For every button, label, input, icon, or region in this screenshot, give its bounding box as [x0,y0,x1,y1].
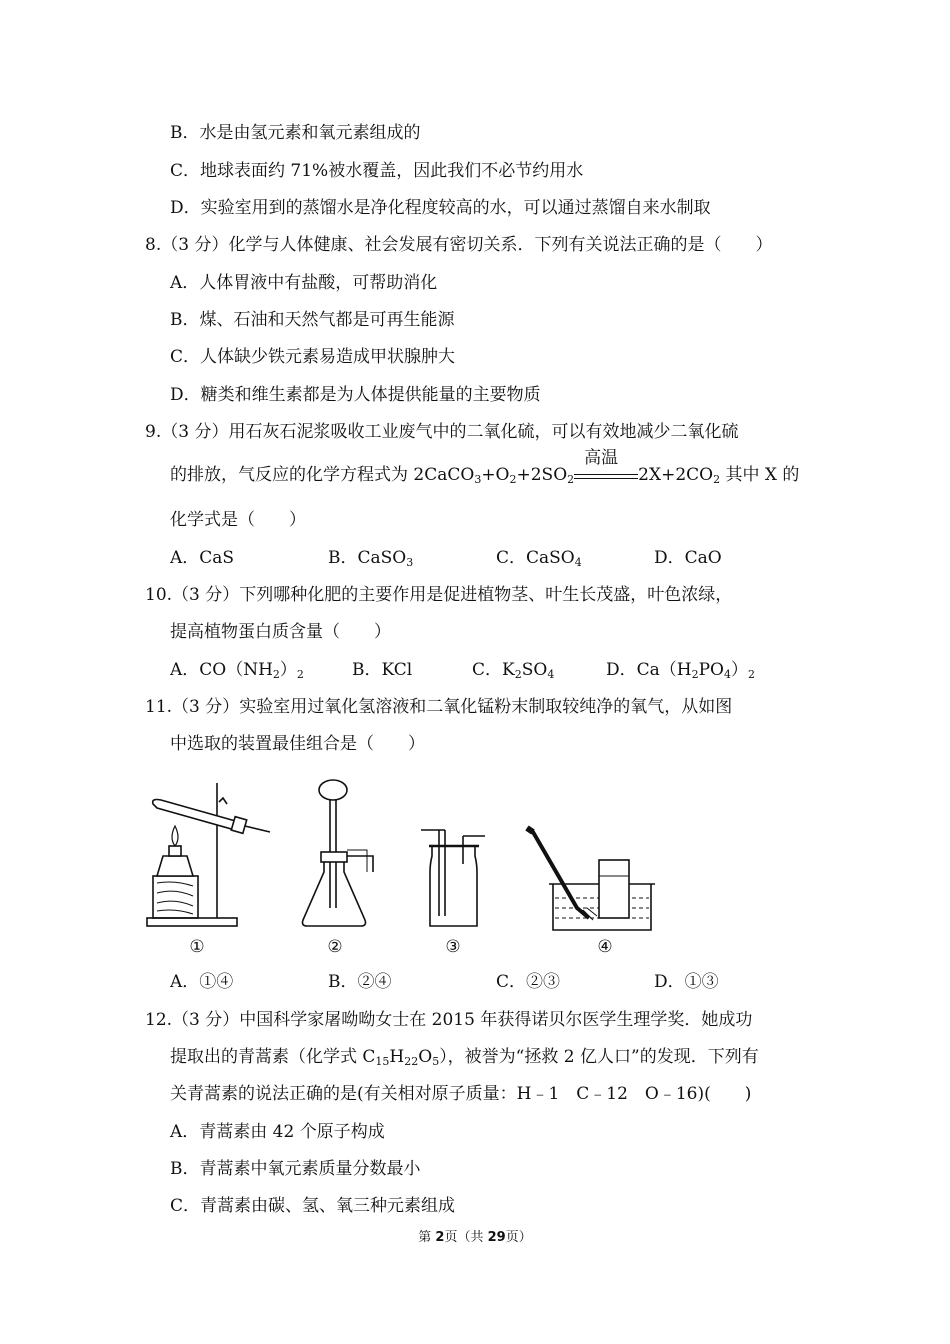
apparatus-label-2: ② [327,937,343,957]
q9-eq-text4: 2X+2CO [638,465,714,485]
q10-option-b: B．KCl [352,660,413,680]
q8-option-b: B．煤、石油和天然气都是可再生能源 [170,310,455,330]
q12-stem-line3: 关青蒿素的说法正确的是(有关相对原子质量：H﹣1 C﹣12 O﹣16)( ) [170,1084,752,1104]
q7-option-d: D．实验室用到的蒸馏水是净化程度较高的水，可以通过蒸馏自来水制取 [170,198,711,218]
q9-eq-text3: +2SO [516,465,568,485]
q7-option-c: C．地球表面约 71%被水覆盖，因此我们不必节约用水 [170,161,584,181]
q11-stem-line2: 中选取的装置最佳组合是（ ） [170,734,425,754]
apparatus-label-3: ③ [445,937,461,957]
q10-option-c: C．$K_2SO_4$ [472,660,555,681]
q9-equation-line [170,448,800,487]
q9-eq-text1: 的排放，气反应的化学方程式为 2CaCO [170,465,475,485]
q9-eq-text2: +O [481,465,510,485]
q7-option-b: B．水是由氢元素和氧元素组成的 [170,123,421,143]
q12-option-a: A．青蒿素由 42 个原子构成 [170,1122,385,1142]
q9-option-a: A．CaS [170,548,235,568]
q8-option-d: D．糖类和维生素都是为人体提供能量的主要物质 [170,385,541,405]
page-number: 2 [435,1230,445,1245]
total-pages: 29 [487,1230,506,1245]
apparatus-figure [135,768,675,963]
q8-option-c: C．人体缺少铁元素易造成甲状腺肿大 [170,347,456,367]
q9-eq-sub: 2 [509,473,517,486]
apparatus-2-flask-funnel [303,780,374,926]
q12-stem-line2: 提取出的青蒿素（化学式 $C_{15}H_{22}O_5$），被誉为“拯救 2 亿人口”的发现．下列有 [170,1047,759,1068]
apparatus-label-1: ① [189,937,205,957]
page-footer: 第 2页（共 29页） [418,1230,532,1245]
q9-option-d: D．CaO [654,548,722,568]
q12-option-b: B．青蒿素中氧元素质量分数最小 [170,1159,421,1179]
q9-eq-sub: 2 [567,473,575,486]
apparatus-4-water-trough [527,828,655,930]
q9-option-b: B．CaSO$_3$ [328,548,414,569]
q9-eq-sub: 3 [474,473,482,486]
q9-stem-line1: 9.（3 分）用石灰石泥浆吸收工业废气中的二氧化硫，可以有效地减少二氧化硫 [145,422,739,442]
reaction-equals-sign [574,448,638,487]
apparatus-label-4: ④ [597,937,613,957]
q11-option-a: A．①④ [170,972,234,992]
q9-eq-text5: 其中 X 的 [720,465,800,485]
q10-option-a: A．$CO(NH_2)_2$ [170,660,304,681]
apparatus-1-heating-setup [147,783,270,926]
apparatus-3-gas-bottle [421,830,485,926]
q11-stem-line1: 11.（3 分）实验室用过氧化氢溶液和二氧化锰粉末制取较纯净的氧气，从如图 [145,697,733,717]
q8-option-a: A．人体胃液中有盐酸，可帮助消化 [170,273,438,293]
q9-option-c: C．CaSO$_4$ [496,548,582,569]
q11-option-b: B．②④ [328,972,392,992]
q12-option-c: C．青蒿素由碳、氢、氧三种元素组成 [170,1196,456,1216]
q10-stem-line1: 10.（3 分）下列哪种化肥的主要作用是促进植物茎、叶生长茂盛，叶色浓绿， [145,585,733,605]
q9-eq-sub: 2 [713,473,721,486]
q11-option-d: D．①③ [654,972,719,992]
q10-option-d: D．$Ca(H_2PO_4)_2$ [606,660,755,681]
q11-option-c: C．②③ [496,972,561,992]
reaction-condition: 高温 [584,448,619,468]
q10-stem-line2: 提高植物蛋白质含量（ ） [170,622,391,642]
q9-stem-line3: 化学式是（ ） [170,510,306,530]
q8-stem: 8.（3 分）化学与人体健康、社会发展有密切关系．下列有关说法正确的是（ ） [145,235,773,255]
q12-stem-line1: 12.（3 分）中国科学家屠呦呦女士在 2015 年获得诺贝尔医学生理学奖．她成功 [145,1010,753,1030]
